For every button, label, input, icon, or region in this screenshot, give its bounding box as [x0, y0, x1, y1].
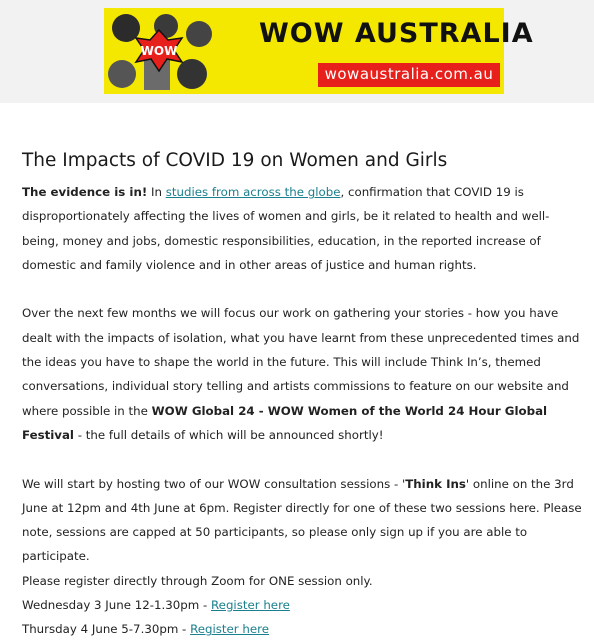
stories-end: - the full details of which will be announced shortly! — [73, 427, 384, 442]
session-wednesday — [22, 593, 582, 617]
banner-url: wowaustralia.com.au — [324, 65, 494, 83]
festival-name: WOW Global 24 - WOW Women of the World 24 Hour Global Festival — [22, 403, 548, 442]
evidence-in: In — [147, 185, 166, 199]
paragraph-think-ins — [22, 472, 582, 569]
stories-text: Over the next few months we will focus our work on gathering your stories - how you have dealt with the impacts of isolation, what you have learnt from these unprecedented times and the ideas you have to shape the world in the future. This will include Think In’s, themed conversations, individual story telling and artists commissions to feature on our website and where possible in the — [22, 306, 580, 418]
think-ins-name: Think Ins — [405, 476, 466, 491]
spacer — [22, 447, 582, 471]
register-wednesday-link[interactable]: Register here — [211, 598, 290, 613]
banner-url-box — [318, 63, 500, 87]
register-thursday-link[interactable]: Register here — [190, 622, 269, 637]
think-ins-intro: We will start by hosting two of our WOW consultation sessions - ' — [22, 476, 406, 491]
wow-collage-logo — [104, 8, 214, 94]
session-wednesday-text: Wednesday 3 June 12-1.30pm - — [22, 598, 212, 613]
evidence-text: , confirmation that COVID 19 is disproportionately affecting the lives of women and girls, be it related to health and well-being, money and jobs, domestic responsibilities, education, in the reported increase of domestic and family violence and in other areas of justice and human rights. — [22, 185, 550, 272]
zoom-note: Please register directly through Zoom for ONE session only. — [22, 573, 373, 588]
banner-title: WOW AUSTRALIA — [259, 18, 534, 49]
svg-text:WOW: WOW — [140, 44, 178, 58]
session-thursday-text: Thursday 4 June 5-7.30pm - — [22, 622, 191, 637]
article-content — [22, 148, 582, 642]
paragraph-stories — [22, 301, 582, 447]
wow-australia-banner[interactable] — [104, 8, 534, 94]
spacer — [22, 277, 582, 301]
header-band — [0, 0, 594, 103]
think-ins-text: ' online on the 3rd June at 12pm and 4th June at 6pm. Register directly for one of these two sessions here. Please note, sessions are capped at 50 participants, so please only sign up if you are able to participate. — [22, 476, 582, 564]
studies-link[interactable]: studies from across the globe — [165, 185, 341, 199]
evidence-lead: The evidence is in! — [22, 185, 148, 199]
session-thursday — [22, 617, 582, 641]
paragraph-evidence — [22, 180, 582, 277]
article-title: The Impacts of COVID 19 on Women and Girls — [22, 150, 448, 171]
